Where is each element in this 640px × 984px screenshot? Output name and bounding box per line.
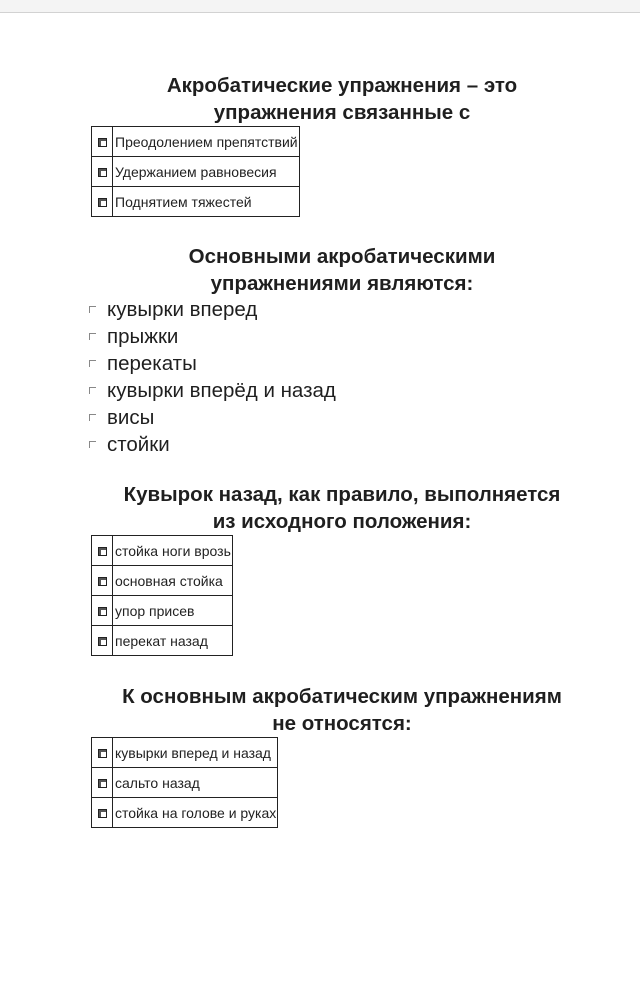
top-bar [0,0,640,13]
question-3-title-line-1: Кувырок назад, как правило, выполняется [123,483,561,506]
option-label: кувырки вперед [107,298,258,321]
option-label: упор присев [113,596,233,626]
list-item[interactable] [89,377,336,404]
option-row[interactable] [92,157,300,187]
checkbox-icon[interactable] [98,198,107,207]
checkbox-icon[interactable] [89,333,96,340]
option-label: стойка на голове и руках [113,798,278,828]
option-label: Поднятием тяжестей [113,187,300,217]
option-row[interactable] [92,187,300,217]
question-3-title [80,481,604,535]
list-item[interactable] [89,323,336,350]
question-2-title [80,243,604,297]
option-label: перекат назад [113,626,233,656]
question-3-options-table [91,535,233,656]
checkbox-icon[interactable] [89,441,96,448]
list-item[interactable] [89,404,336,431]
option-row[interactable] [92,798,278,828]
option-row[interactable] [92,626,233,656]
checkbox-icon[interactable] [98,168,107,177]
checkbox-icon[interactable] [98,138,107,147]
option-row[interactable] [92,127,300,157]
question-2-options-list [89,296,336,458]
option-row[interactable] [92,768,278,798]
option-label: стойка ноги врозь [113,536,233,566]
list-item[interactable] [89,431,336,458]
option-label: сальто назад [113,768,278,798]
option-row[interactable] [92,566,233,596]
question-1-title [80,72,604,126]
option-row[interactable] [92,536,233,566]
question-3-title-line-2: из исходного положения: [212,510,472,533]
question-1-title-line-2: упражнения связанные с [213,101,471,124]
option-label: кувырки вперед и назад [113,738,278,768]
option-label: прыжки [107,325,179,348]
option-label: Удержанием равновесия [113,157,300,187]
option-label: стойки [107,433,170,456]
option-label: основная стойка [113,566,233,596]
question-1-options-table [91,126,300,217]
option-row[interactable] [92,738,278,768]
checkbox-icon[interactable] [89,387,96,394]
checkbox-icon[interactable] [98,577,107,586]
option-row[interactable] [92,596,233,626]
checkbox-icon[interactable] [98,749,107,758]
option-label: кувырки вперёд и назад [107,379,336,402]
question-4-title [80,683,604,737]
checkbox-icon[interactable] [89,306,96,313]
question-1-title-line-1: Акробатические упражнения – это [166,74,518,97]
question-4-title-line-1: К основным акробатическим упражнениям [122,685,562,708]
list-item[interactable] [89,350,336,377]
question-4-options-table [91,737,278,828]
question-4-title-line-2: не относятся: [272,712,412,735]
list-item[interactable] [89,296,336,323]
checkbox-icon[interactable] [89,360,96,367]
checkbox-icon[interactable] [98,637,107,646]
option-label: висы [107,406,155,429]
checkbox-icon[interactable] [98,547,107,556]
option-label: перекаты [107,352,197,375]
option-label: Преодолением препятствий [113,127,300,157]
checkbox-icon[interactable] [98,779,107,788]
question-2-title-line-1: Основными акробатическими [188,245,496,268]
checkbox-icon[interactable] [98,607,107,616]
checkbox-icon[interactable] [98,809,107,818]
question-2-title-line-2: упражнениями являются: [210,272,474,295]
checkbox-icon[interactable] [89,414,96,421]
